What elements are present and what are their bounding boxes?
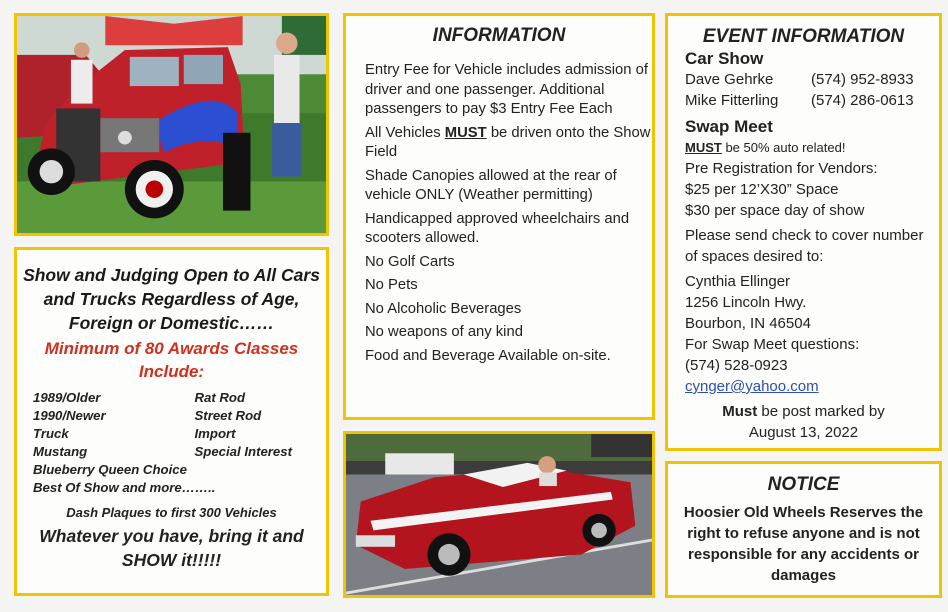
info-item: Food and Beverage Available on-site. xyxy=(365,347,611,364)
contact-name: Dave Gehrke xyxy=(685,71,774,88)
class-item: Rat Rod xyxy=(194,390,246,405)
postmark-date: August 13, 2022 xyxy=(748,424,859,441)
address-line: For Swap Meet questions: xyxy=(685,336,860,353)
contact-phone: (574) 286-0613 xyxy=(811,92,914,109)
bring-it-text: Whatever you have, bring it and SHOW it!!!!! xyxy=(39,526,304,570)
info-item-text: be driven onto the Show Field xyxy=(365,124,651,160)
camaro-photo xyxy=(343,431,655,598)
event-heading: EVENT INFORMATION xyxy=(702,26,905,47)
info-item: Handicapped approved wheelchairs and scooters allowed. xyxy=(365,210,630,246)
notice-heading: NOTICE xyxy=(767,474,840,495)
information-list xyxy=(365,61,652,366)
info-item: No Golf Carts xyxy=(365,253,455,270)
class-extra-2: Best Of Show and more…….. xyxy=(33,480,216,495)
information-panel xyxy=(343,13,655,420)
info-item: No Pets xyxy=(365,277,418,293)
notice-text: Hoosier Old Wheels Reserves the right to refuse anyone and is not responsible for any accidents or damages xyxy=(683,504,924,584)
event-information-panel xyxy=(665,13,942,451)
show-judging-panel xyxy=(14,247,329,596)
must-emphasis: MUST xyxy=(685,140,722,155)
info-item: No weapons of any kind xyxy=(365,324,523,340)
send-check-text: Please send check to cover number of spaces desired to: xyxy=(685,227,924,265)
dash-plaques-text: Dash Plaques to first 300 Vehicles xyxy=(66,505,277,520)
info-item: No Alcoholic Beverages xyxy=(365,300,522,317)
postmark-text xyxy=(668,401,939,422)
contact-row xyxy=(685,69,939,90)
information-heading: INFORMATION xyxy=(432,25,566,46)
notice-panel xyxy=(665,461,942,598)
class-item: 1989/Older xyxy=(33,390,101,405)
info-item: Shade Canopies allowed at the rear of vehicle ONLY (Weather permitting) xyxy=(365,167,617,203)
contact-row xyxy=(685,90,939,111)
contact-name: Mike Fitterling xyxy=(685,92,779,109)
contact-phone: (574) 952-8933 xyxy=(811,71,914,88)
class-item: Truck xyxy=(33,426,69,441)
postmark-bold: Must xyxy=(722,403,758,420)
address-line: 1256 Lincoln Hwy. xyxy=(685,294,807,311)
swap-meet-heading: Swap Meet xyxy=(685,117,773,136)
class-extra-1: Blueberry Queen Choice xyxy=(33,462,187,477)
hot-rod-photo xyxy=(14,13,329,236)
vendor-line: $25 per 12’X30” Space xyxy=(685,181,839,198)
email-link[interactable]: cynger@yahoo.com xyxy=(685,378,819,395)
vendor-line: $30 per space day of show xyxy=(685,202,865,219)
swap-requirement xyxy=(685,137,939,158)
info-item-text: All Vehicles xyxy=(365,124,445,141)
class-item: Import xyxy=(194,426,236,441)
car-show-heading: Car Show xyxy=(685,49,764,68)
postmark-rest: be post marked by xyxy=(757,403,885,420)
class-item: Street Rod xyxy=(194,408,262,423)
awards-heading: Minimum of 80 Awards Classes Include: xyxy=(44,339,299,381)
show-intro: Show and Judging Open to All Cars and Trucks Regardless of Age, Foreign or Domestic…… xyxy=(23,265,320,333)
class-item: Mustang xyxy=(33,444,88,459)
swap-requirement-text: be 50% auto related! xyxy=(721,140,846,155)
info-item: Entry Fee for Vehicle includes admission of driver and one passenger. Additional passengers to pay $3 Entry Fee Each xyxy=(365,62,648,117)
info-item-emphasis: MUST xyxy=(444,124,487,141)
address-line: Cynthia Ellinger xyxy=(685,273,791,290)
address-line: Bourbon, IN 46504 xyxy=(685,315,811,332)
info-item xyxy=(365,124,652,163)
address-line: (574) 528-0923 xyxy=(685,357,788,374)
class-item: 1990/Newer xyxy=(33,408,106,423)
class-item: Special Interest xyxy=(194,444,292,459)
classes-grid xyxy=(33,389,316,461)
vendor-line: Pre Registration for Vendors: xyxy=(685,160,878,177)
